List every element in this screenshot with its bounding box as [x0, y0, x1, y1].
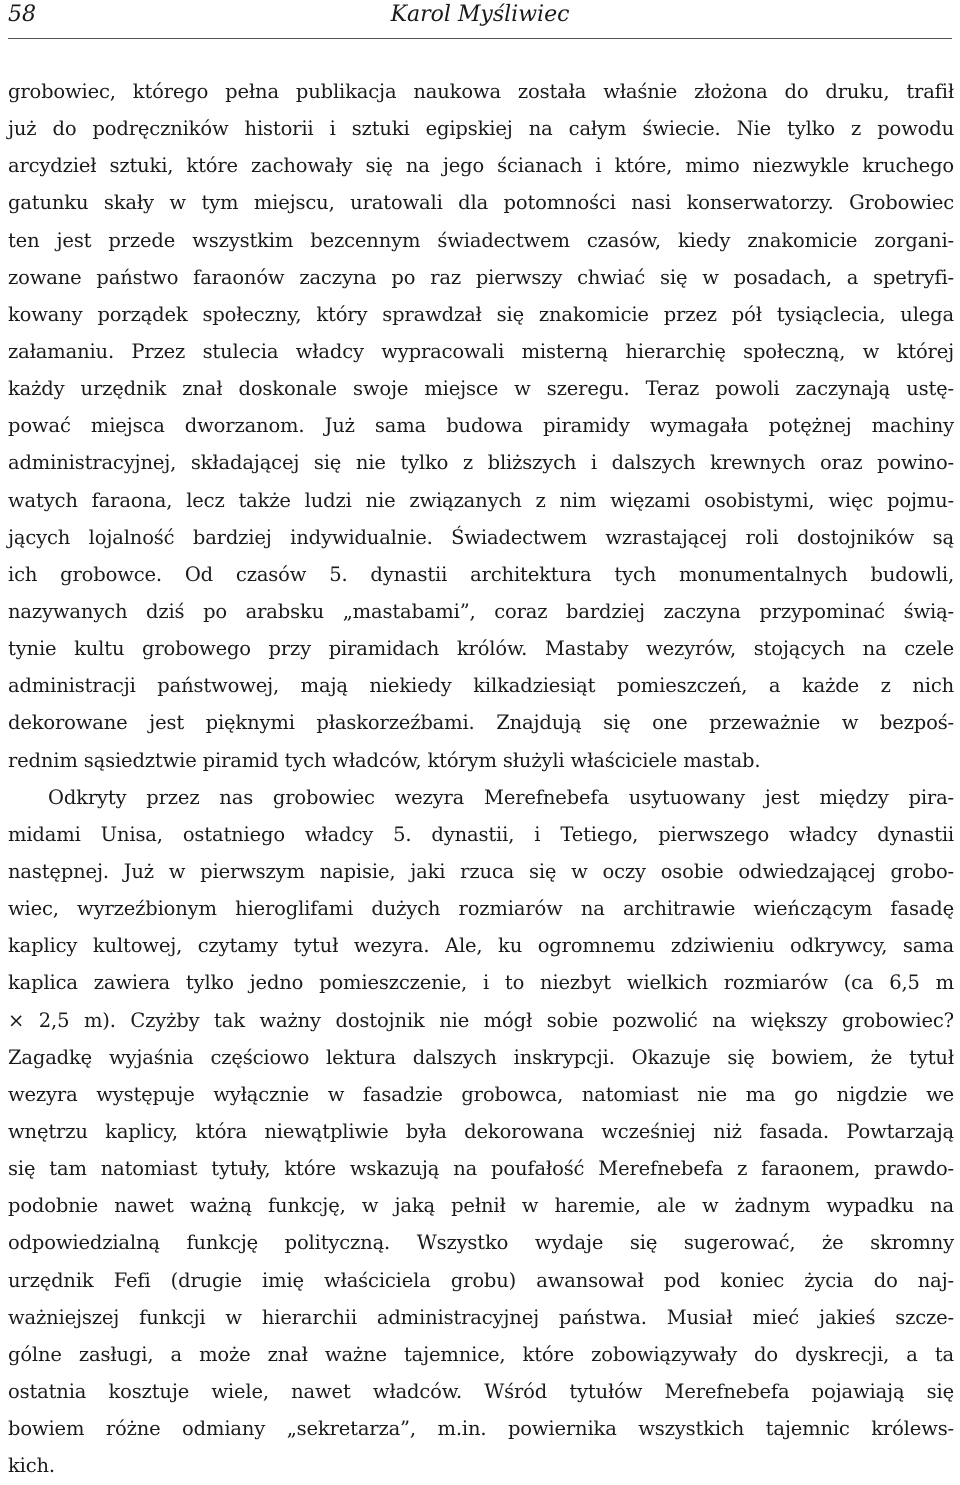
text-line: podobnie nawet ważną funkcję, w jaką pełnił w haremie, ale w żadnym wypadku na — [8, 1194, 954, 1218]
text-line: bowiem różne odmiany „sekretarza”, m.in. powiernika wszystkich tajemnic królews- — [8, 1417, 954, 1441]
text-line: gatunku skały w tym miejscu, uratowali dla potomności nasi konserwatorzy. Grobowiec — [8, 191, 954, 215]
text-line: się tam natomiast tytuły, które wskazują na poufałość Merefnebefa z faraonem, prawdo- — [8, 1157, 954, 1181]
running-title: Karol Myśliwiec — [390, 2, 570, 27]
text-line: Zagadkę wyjaśnia częściowo lektura dalszych inskrypcji. Okazuje się bowiem, że tytuł — [8, 1045, 954, 1069]
text-line: zowane państwo faraonów zaczyna po raz pierwszy chwiać się w posadach, a spetryfi- — [8, 265, 954, 289]
text-line: gólne zasługi, a może znał ważne tajemnice, które zobowiązywały do dyskrecji, a ta — [8, 1342, 954, 1366]
text-line: urzędnik Fefi (drugie imię właściciela grobu) awansował pod koniec życia do naj- — [8, 1268, 954, 1292]
body-text — [8, 73, 954, 1484]
text-line: już do podręczników historii i sztuki egipskiej na całym świecie. Nie tylko z powodu — [8, 117, 954, 141]
text-line: dekorowane jest pięknymi płaskorzeźbami. Znajdują się one przeważnie w bezpoś- — [8, 711, 954, 735]
text-line: grobowiec, którego pełna publikacja naukowa została właśnie złożona do druku, trafił — [8, 80, 954, 103]
text-line: watych faraona, lecz także ludzi nie związanych z nim więzami osobistymi, więc pojmu- — [8, 488, 954, 512]
text-line: nazywanych dziś po arabsku „mastabami”, coraz bardziej zaczyna przypominać świą- — [8, 599, 954, 623]
text-line: pować miejsca dworzanom. Już sama budowa piramidy wymagała potężnej machiny — [8, 414, 954, 438]
text-line: jących lojalność bardziej indywidualnie. Świadectwem wzrastającej roli dostojników są — [8, 525, 954, 549]
text-line: załamaniu. Przez stulecia władcy wypracowali misterną hierarchię społeczną, w której — [8, 339, 954, 363]
text-line: rednim sąsiedztwie piramid tych władców, którym służyli właściciele mastab. — [8, 748, 761, 772]
text-line: ostatnia kosztuje wiele, nawet władców. Wśród tytułów Merefnebefa pojawiają się — [8, 1379, 954, 1403]
running-head — [8, 0, 952, 34]
text-line: arcydzieł sztuki, które zachowały się na jego ścianach i które, mimo niezwykle kruchego — [8, 154, 954, 178]
text-line: każdy urzędnik znał doskonale swoje miejsce w szeregu. Teraz powoli zaczynają ustę- — [8, 377, 954, 401]
text-line: następnej. Już w pierwszym napisie, jaki rzuca się w oczy osobie odwiedzającej grobo- — [8, 859, 954, 883]
text-line: administracyjnej, składającej się nie tylko z bliższych i dalszych krewnych oraz powino- — [8, 451, 954, 475]
header-rule — [8, 38, 952, 39]
text-line: tynie kultu grobowego przy piramidach królów. Mastaby wezyrów, stojących na czele — [8, 637, 954, 661]
paragraph — [8, 73, 954, 779]
text-line: kaplica zawiera tylko jedno pomieszczenie, i to niezbyt wielkich rozmiarów (ca 6,5 m — [8, 971, 954, 995]
text-line: ważniejszej funkcji w hierarchii administracyjnej państwa. Musiał mieć jakieś szcze- — [8, 1305, 954, 1329]
text-line: ten jest przede wszystkim bezcennym świadectwem czasów, kiedy znakomicie zorgani- — [8, 228, 954, 252]
text-line: × 2,5 m). Czyżby tak ważny dostojnik nie mógł sobie pozwolić na większy grobowiec? — [8, 1008, 954, 1032]
text-line: ich grobowce. Od czasów 5. dynastii architektura tych monumentalnych budowli, — [8, 562, 954, 586]
page-number: 58 — [8, 2, 36, 27]
text-line: administracji państwowej, mają niekiedy kilkadziesiąt pomieszczeń, a każde z nich — [8, 674, 954, 698]
paragraph — [8, 779, 954, 1485]
text-line: wnętrzu kaplicy, która niewątpliwie była dekorowana wcześniej niż fasada. Powtarzają — [8, 1119, 954, 1143]
text-line: kaplicy kultowej, czytamy tytuł wezyra. Ale, ku ogromnemu zdziwieniu odkrywcy, sama — [8, 934, 954, 958]
text-line: kich. — [8, 1454, 55, 1478]
text-line: wezyra występuje wyłącznie w fasadzie grobowca, natomiast nie ma go nigdzie we — [8, 1082, 954, 1106]
text-line: Odkryty przez nas grobowiec wezyra Merefnebefa usytuowany jest między pira- — [48, 785, 954, 809]
text-line: midami Unisa, ostatniego władcy 5. dynastii, i Tetiego, pierwszego władcy dynastii — [8, 822, 954, 846]
text-line: odpowiedzialną funkcję polityczną. Wszystko wydaje się sugerować, że skromny — [8, 1231, 954, 1255]
text-line: wiec, wyrzeźbionym hieroglifami dużych rozmiarów na architrawie wieńczącym fasadę — [8, 897, 954, 921]
text-line: kowany porządek społeczny, który sprawdzał się znakomicie przez pół tysiąclecia, ulega — [8, 302, 954, 326]
